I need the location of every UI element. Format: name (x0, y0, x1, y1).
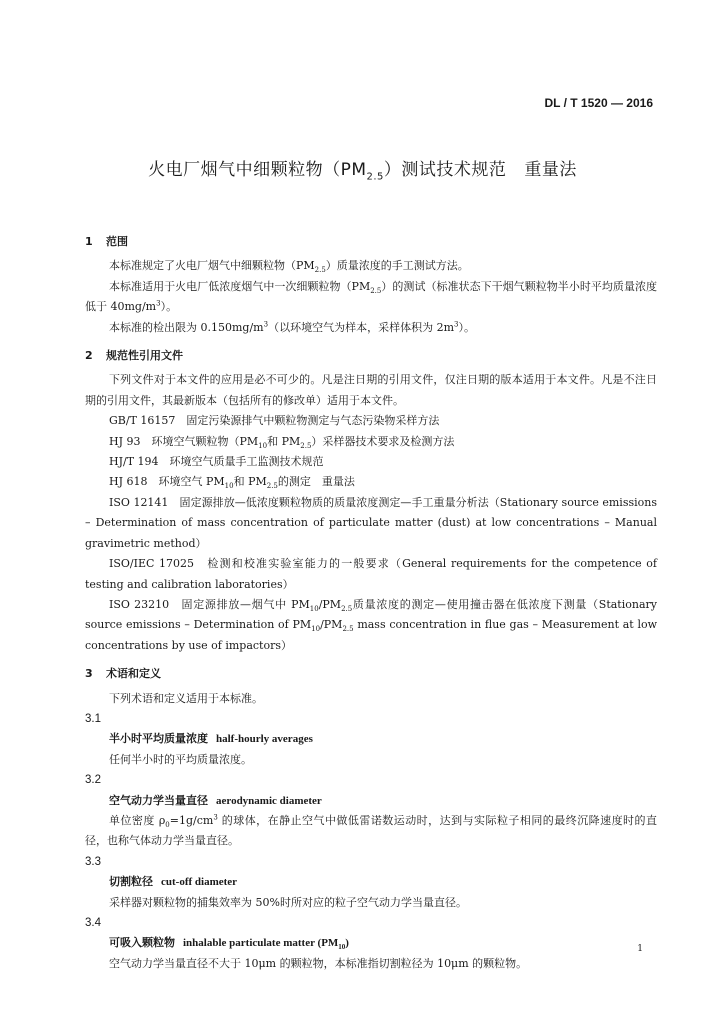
ref7-b: /PM (318, 597, 342, 611)
term-3-2-number: 3.2 (85, 774, 101, 787)
section-3-heading (85, 664, 657, 684)
section-2-title: 规范性引用文件 (106, 349, 183, 363)
ref2-a: HJ 93 环境空气颗粒物（PM (109, 434, 259, 448)
ref4-sub2: 2.5 (266, 482, 278, 491)
term-3-4-cn: 可吸入颗粒物 (109, 936, 175, 950)
ref7-a: ISO 23210 固定源排放—烟气中 PM (109, 597, 310, 611)
term-3-1-cn: 半小时平均质量浓度 (109, 732, 208, 746)
ref7-c: 质量浓度的测定—使用撞击器在低浓度下测量（Stationary source emissions – Determination of PM (85, 597, 657, 632)
ref7-sub1: 10 (309, 605, 319, 614)
t4en-sub: 10 (338, 943, 346, 952)
section-3-intro: 下列术语和定义适用于本标准。 (109, 691, 263, 705)
page-number: 1 (637, 944, 643, 954)
section-2-number: 2 (85, 349, 93, 363)
section-3-title: 术语和定义 (106, 667, 161, 681)
term-3-4-definition: 空气动力学当量直径不大于 10μm 的颗粒物，本标准指切割粒径为 10μm 的颗粒物。 (109, 956, 528, 970)
ref7-d: /PM (320, 618, 343, 632)
term-3-2-title (85, 791, 657, 811)
s1p1-a: 本标准规定了火电厂烟气中细颗粒物（PM (109, 259, 315, 273)
term-3-3-cn: 切割粒径 (109, 875, 153, 889)
s1p2-sup: 3 (156, 299, 161, 308)
s1p1-sub: 2.5 (314, 266, 326, 275)
s1p3-c: ）。 (458, 320, 475, 334)
section-3-number: 3 (85, 667, 93, 681)
t2def-sub: 0 (165, 821, 170, 830)
t4en-b: ) (345, 937, 349, 950)
s1p3-a: 本标准的检出限为 0.150mg/m (109, 320, 264, 334)
section-2-heading (85, 346, 657, 366)
term-3-1-en: half-hourly averages (216, 733, 313, 746)
section-1-title: 范围 (106, 235, 128, 248)
t2def-c: 的球体，在静止空气中做低雷诺数运动时，达到与实际粒子相同的最终沉降速度时的直径，也称气体动力学当量直径。 (85, 813, 657, 848)
s1p2-sub: 2.5 (370, 287, 382, 295)
ref7-sub2: 2.5 (341, 605, 353, 614)
ref2-sub1: 10 (258, 441, 268, 450)
t2def-b: =1g/cm (169, 813, 214, 827)
s1p2-c: ）。 (160, 300, 178, 314)
ref4-a: HJ 618 环境空气 PM (109, 475, 225, 489)
ref2-b: 和 PM (267, 434, 301, 448)
term-3-1-definition: 任何半小时的平均质量浓度。 (109, 752, 252, 766)
standard-code: DL / T 1520 — 2016 (544, 96, 653, 110)
term-3-4-number: 3.4 (85, 917, 101, 929)
ref7-sub3: 10 (311, 625, 321, 634)
term-3-2-en: aerodynamic diameter (216, 794, 322, 807)
reference-1: GB/T 16157 固定污染源排气中颗粒物测定与气态污染物采样方法 (109, 414, 440, 428)
ref2-c: ）采样器技术要求及检测方法 (311, 434, 455, 448)
section-2-intro: 下列文件对于本文件的应用是必不可少的。凡是注日期的引用文件，仅注日期的版本适用于本文件。凡是不注日期的引用文件，其最新版本（包括所有的修改单）适用于本文件。 (85, 373, 657, 407)
reference-6: ISO/IEC 17025 检测和校准实验室能力的一般要求（General requirements for the competence of testing and calibration laboratories） (85, 557, 657, 591)
ref4-sub1: 10 (224, 482, 234, 491)
section-1-paragraph-3 (85, 318, 657, 338)
title-main-sub: 2.5 (366, 171, 384, 183)
title-main-pre: 火电厂烟气中细颗粒物（PM (148, 160, 367, 180)
term-3-2-definition (85, 811, 657, 852)
reference-7 (85, 595, 657, 656)
document-body (85, 228, 657, 974)
t4en-a: inhalable particulate matter (PM (183, 937, 339, 950)
section-1-heading (85, 232, 657, 252)
term-3-3-definition: 采样器对颗粒物的捕集效率为 50%时所对应的粒子空气动力学当量直径。 (109, 895, 467, 909)
t2def-sup: 3 (213, 813, 218, 822)
s1p2-b: ）的测试（标准状态下干烟气颗粒物半小时平均质量浓度低于 40mg/m (85, 279, 657, 314)
ref7-e: mass concentration in flue gas – Measurement at low concentrations by use of impactors） (85, 618, 658, 652)
title-subtitle: 重量法 (524, 160, 577, 180)
section-1-paragraph-2 (85, 277, 657, 318)
ref7-sub4: 2.5 (342, 625, 354, 634)
reference-3: HJ/T 194 环境空气质量手工监测技术规范 (109, 455, 324, 469)
section-1-number: 1 (85, 235, 93, 248)
s1p3-sup2: 3 (454, 319, 459, 328)
s1p2-a: 本标准适用于火电厂低浓度烟气中一次细颗粒物（PM (109, 279, 371, 293)
term-3-1-number: 3.1 (85, 712, 101, 725)
term-3-3-en: cut-off diameter (161, 876, 238, 889)
s1p3-b: （以环境空气为样本，采样体积为 2m (268, 320, 455, 334)
ref2-sub2: 2.5 (300, 441, 312, 450)
reference-4 (85, 472, 657, 492)
reference-5: ISO 12141 固定源排放—低浓度颗粒物质的质量浓度测定—手工重量分析法（Stationary source emissions – Determination of mass concentration of particulate matter (dust) at low concentrations – Manual gravimetric method） (85, 495, 657, 550)
term-3-3-number: 3.3 (85, 855, 101, 868)
term-3-3-title (85, 872, 657, 892)
term-3-4-title (85, 933, 657, 953)
ref4-c: 的测定 重量法 (277, 475, 355, 489)
t2def-a: 单位密度 ρ (109, 813, 166, 827)
s1p1-b: ）质量浓度的手工测试方法。 (325, 259, 469, 273)
s1p3-sup1: 3 (263, 319, 269, 328)
document-title (0, 155, 725, 182)
reference-2 (85, 432, 657, 452)
term-3-4-en (183, 937, 349, 952)
title-main-post: ）测试技术规范 (383, 160, 507, 180)
term-3-1-title (85, 729, 657, 749)
term-3-2-cn: 空气动力学当量直径 (109, 793, 208, 807)
section-1-paragraph-1 (85, 256, 657, 276)
ref4-b: 和 PM (233, 475, 267, 489)
